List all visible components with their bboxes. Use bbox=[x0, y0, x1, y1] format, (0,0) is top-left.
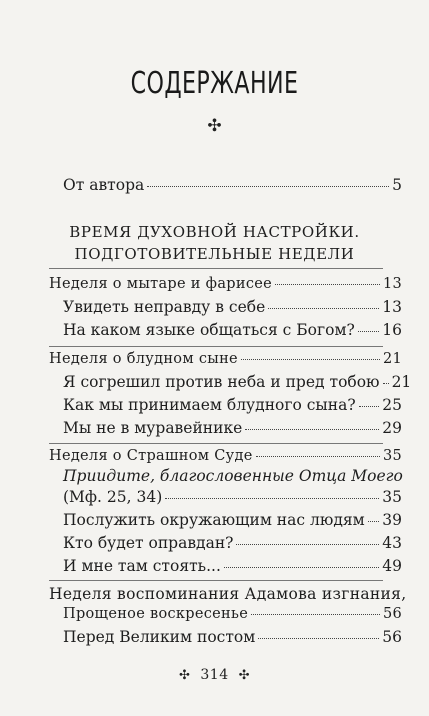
section-heading-line1: ВРЕМЯ ДУХОВНОЙ НАСТРОЙКИ. bbox=[69, 223, 360, 241]
toc-entry[interactable] bbox=[63, 628, 402, 647]
dot-leader bbox=[368, 521, 380, 522]
toc-page-number: 25 bbox=[382, 396, 402, 414]
toc-page-number: 35 bbox=[382, 448, 402, 464]
toc-page-number: 21 bbox=[391, 373, 412, 391]
toc-entry-preface[interactable] bbox=[63, 176, 402, 195]
divider bbox=[49, 346, 383, 347]
toc-page-number: 56 bbox=[382, 628, 402, 646]
dot-leader bbox=[224, 567, 379, 568]
toc-entry-label: Я согрешил против неба и пред тобою bbox=[63, 373, 380, 391]
dot-leader bbox=[256, 456, 380, 457]
toc-entry[interactable] bbox=[63, 373, 412, 392]
toc-entry[interactable] bbox=[63, 557, 402, 576]
toc-entry[interactable] bbox=[63, 534, 402, 553]
toc-page-number: 13 bbox=[382, 276, 402, 292]
dot-leader bbox=[165, 498, 379, 499]
dot-leader bbox=[251, 614, 380, 615]
toc-page-number: 39 bbox=[382, 511, 402, 529]
toc-entry[interactable] bbox=[63, 298, 402, 317]
toc-entry-label: Послужить окружающим нас людям bbox=[63, 511, 365, 529]
toc-entry[interactable] bbox=[63, 321, 402, 340]
toc-entry[interactable] bbox=[63, 396, 402, 415]
section-heading-line2: ПОДГОТОВИТЕЛЬНЫЕ НЕДЕЛИ bbox=[74, 245, 355, 263]
dot-leader bbox=[245, 429, 379, 430]
dot-leader bbox=[358, 331, 379, 332]
toc-entry-label: Как мы принимаем блудного сына? bbox=[63, 396, 356, 414]
toc-entry-label: Перед Великим постом bbox=[63, 628, 256, 646]
cross-ornament-icon: ✣ bbox=[238, 668, 251, 683]
toc-entry-forgiveness-sunday[interactable] bbox=[63, 605, 402, 624]
toc-entry-label: Прощеное воскресенье bbox=[63, 606, 249, 622]
toc-entry[interactable] bbox=[63, 511, 402, 530]
toc-entry-week-prodigal[interactable] bbox=[49, 350, 402, 369]
toc-page-number: 5 bbox=[392, 176, 402, 194]
toc-entry[interactable] bbox=[63, 419, 402, 438]
toc-entry-label: От автора bbox=[63, 176, 145, 194]
toc-page-number: 35 bbox=[382, 488, 402, 506]
toc-entry-label: Увидеть неправду в себе bbox=[63, 298, 266, 316]
toc-entry-label-line1: Приидите, благословенные Отца Моего bbox=[63, 467, 403, 485]
dot-leader bbox=[147, 186, 389, 187]
divider bbox=[49, 268, 383, 269]
dot-leader bbox=[359, 406, 380, 407]
toc-entry-label: Неделя о блудном сыне bbox=[49, 351, 238, 367]
toc-page-number: 21 bbox=[382, 351, 402, 367]
toc-entry-week-publican[interactable] bbox=[49, 275, 402, 294]
toc-entry-label: Неделя о мытаре и фарисее bbox=[49, 276, 272, 292]
page-number: 314 bbox=[200, 667, 229, 683]
toc-entry-label: Мы не в муравейнике bbox=[63, 419, 243, 437]
toc-entry-label: Кто будет оправдан? bbox=[63, 534, 234, 552]
dot-leader bbox=[383, 383, 389, 384]
toc-entry-label-line1: Неделя воспоминания Адамова изгнания, bbox=[49, 585, 407, 603]
toc-page-number: 16 bbox=[382, 321, 402, 339]
dot-leader bbox=[236, 544, 379, 545]
toc-page-number: 13 bbox=[382, 298, 402, 316]
dot-leader bbox=[275, 284, 380, 285]
dot-leader bbox=[241, 359, 380, 360]
toc-page-number: 43 bbox=[382, 534, 402, 552]
toc-entry-label: На каком языке общаться с Богом? bbox=[63, 321, 355, 339]
toc-entry[interactable] bbox=[63, 488, 402, 507]
toc-page-number: 29 bbox=[382, 419, 402, 437]
divider bbox=[49, 443, 383, 444]
toc-entry-label: Неделя о Страшном Суде bbox=[49, 448, 253, 464]
cross-ornament-icon: ✣ bbox=[178, 668, 191, 683]
toc-entry-week-last-judgment[interactable] bbox=[49, 447, 402, 466]
dot-leader bbox=[268, 308, 379, 309]
cross-ornament-icon: ✣ bbox=[207, 116, 222, 136]
toc-entry-label: (Мф. 25, 34) bbox=[63, 488, 163, 506]
dot-leader bbox=[258, 638, 379, 639]
toc-page-number: 56 bbox=[382, 606, 402, 622]
toc-entry-label: И мне там стоять... bbox=[63, 557, 221, 575]
page-title: СОДЕРЖАНИЕ bbox=[130, 66, 299, 101]
page-footer bbox=[0, 667, 429, 683]
divider bbox=[49, 580, 383, 581]
toc-page-number: 49 bbox=[382, 557, 402, 575]
